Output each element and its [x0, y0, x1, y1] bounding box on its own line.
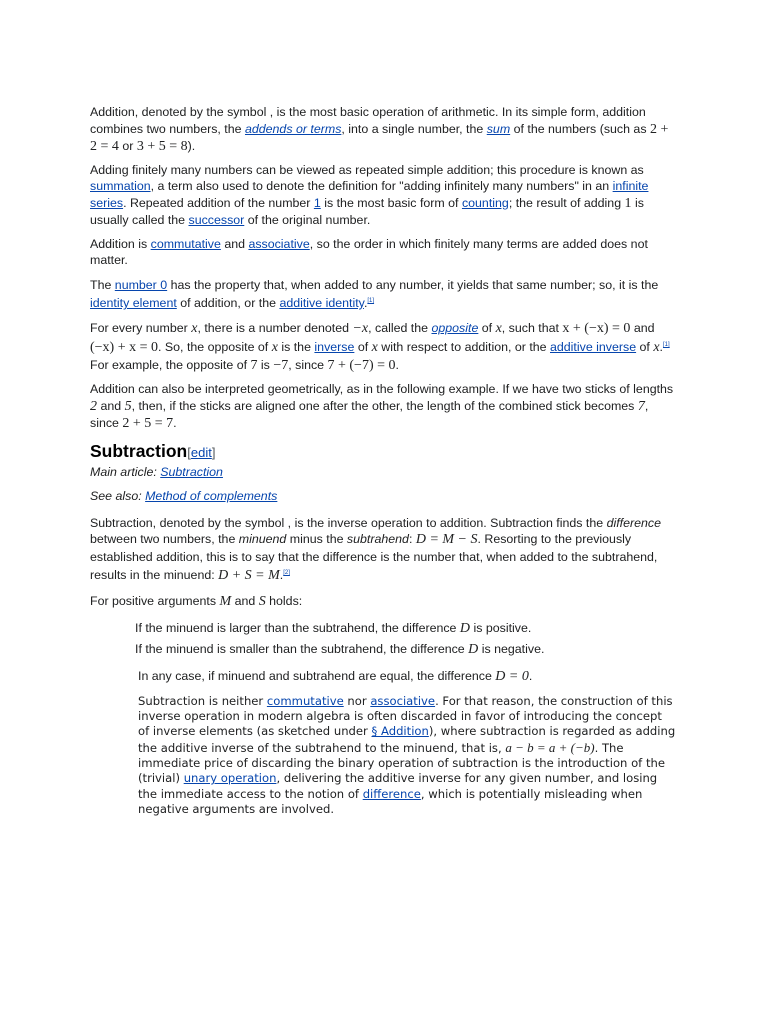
- link-sum[interactable]: sum: [486, 121, 511, 136]
- link-additive-inverse[interactable]: additive inverse: [550, 340, 637, 355]
- math-variable: M: [219, 593, 232, 609]
- text: of: [354, 340, 372, 355]
- hatnote-see-also: [90, 488, 676, 504]
- text: .: [528, 669, 533, 684]
- text: of: [636, 340, 654, 355]
- paragraph-positive-arguments: [90, 593, 676, 611]
- link-additive-identity[interactable]: additive identity: [279, 296, 364, 311]
- text: nor: [343, 693, 371, 708]
- link-summation[interactable]: summation: [90, 179, 151, 193]
- text: is the: [277, 340, 315, 355]
- text: Subtraction is neither: [138, 693, 267, 708]
- link-unary-operation[interactable]: unary operation: [183, 771, 277, 786]
- math-expression: 5: [124, 398, 132, 414]
- text: .: [363, 296, 368, 311]
- hatnote-main-article: [90, 464, 676, 480]
- text: , then, if the sticks are aligned one after the other, the length of the combined stick becomes: [131, 398, 638, 413]
- text: , a term also used to denote the definition for "adding infinitely many numbers" in an: [150, 179, 613, 193]
- text: between two numbers, the: [90, 532, 239, 547]
- math-expression: 2 + 2 = 4: [90, 121, 669, 154]
- text: For every number: [90, 320, 192, 335]
- text: has the property that, when added to any number, it yields that same number; so, it is the: [167, 277, 659, 292]
- list-item-positive: [135, 620, 676, 638]
- math-variable: D: [459, 621, 471, 637]
- text: minus the: [286, 532, 347, 547]
- text: of addition, or the: [176, 296, 280, 311]
- math-expression: D = M − S: [415, 532, 478, 548]
- math-expression: D = 0: [495, 669, 529, 685]
- math-expression: 3 + 5 = 8: [136, 139, 188, 154]
- text: of: [478, 320, 496, 335]
- text: .: [279, 568, 284, 583]
- math-expression: 7: [250, 357, 258, 373]
- text: :: [408, 532, 416, 547]
- hatnote-prefix: See also:: [90, 488, 146, 503]
- text: holds:: [265, 593, 303, 608]
- edit-bracket-close: ]: [211, 444, 216, 460]
- edit-link[interactable]: edit: [190, 444, 212, 460]
- paragraph-identity: [90, 277, 676, 312]
- link-commutative[interactable]: commutative: [150, 236, 221, 251]
- text: . The immediate price of discarding the binary operation of subtraction is the introduction of the (trivial): [138, 740, 665, 786]
- text: .: [659, 340, 663, 355]
- term-difference: difference: [606, 515, 662, 530]
- edit-bracket-open: [: [187, 444, 191, 460]
- text: , into a single number, the: [341, 121, 487, 136]
- text: , since: [90, 398, 649, 431]
- text: is usually called the: [90, 195, 644, 227]
- paragraph-summation: [90, 162, 676, 229]
- text: and: [231, 593, 259, 608]
- text: For example, the opposite of: [90, 357, 251, 372]
- text: , there is a number denoted: [197, 320, 353, 335]
- reference-1[interactable]: [1]: [662, 342, 670, 349]
- math-expression: 7: [637, 398, 645, 414]
- text: is positive.: [470, 621, 532, 636]
- text: Addition is: [90, 236, 151, 251]
- paragraph-commutative: [90, 236, 676, 269]
- text: Subtraction, denoted by the symbol , is the inverse operation to addition. Subtraction finds the: [90, 515, 607, 530]
- math-variable: x: [653, 340, 660, 356]
- math-expression: −7: [273, 357, 289, 373]
- text: ; the result of adding: [508, 195, 625, 210]
- link-opposite[interactable]: opposite: [431, 320, 479, 335]
- text: ).: [187, 139, 196, 153]
- math-expression: (−x) + x = 0: [90, 340, 159, 356]
- text: , so the order in which finitely many terms are added does not matter.: [90, 236, 648, 267]
- hatnote-prefix: Main article:: [90, 464, 161, 479]
- link-counting[interactable]: counting: [461, 195, 509, 210]
- math-variable: x: [495, 320, 502, 336]
- text: Addition, denoted by the symbol , is the most basic operation of arithmetic. In its simple form, addition combines two numbers, the: [90, 105, 646, 136]
- list-item-negative: [135, 641, 676, 659]
- reference-1[interactable]: [1]: [367, 298, 375, 304]
- math-expression: 2 + 5 = 7: [122, 416, 174, 432]
- article-body: [90, 104, 676, 817]
- paragraph-addition-intro: [90, 104, 676, 156]
- text: with respect to addition, or the: [377, 340, 550, 355]
- link-identity-element[interactable]: identity element: [90, 296, 177, 311]
- list-item-equal: [138, 668, 676, 686]
- text: and: [630, 320, 655, 335]
- edit-section: [187, 445, 215, 460]
- text: If the minuend is larger than the subtrahend, the difference: [135, 621, 460, 636]
- math-variable: D: [468, 641, 479, 657]
- link-number-zero[interactable]: number 0: [114, 277, 168, 292]
- text: .: [173, 416, 177, 431]
- link-inverse[interactable]: inverse: [314, 340, 355, 355]
- math-expression: x + (−x) = 0: [562, 320, 631, 336]
- text: Addition can also be interpreted geometrically, as in the following example. If we have two sticks of lengths: [90, 382, 674, 397]
- text: . For that reason, the construction of this inverse operation in modern algebra is often discarded in favor of introducing the concept of inverse elements (as sketched under: [138, 693, 673, 739]
- math-expression: D + S = M: [218, 568, 280, 584]
- math-variable: S: [258, 593, 266, 609]
- text: . Resorting to the previously established addition, this is to say that the difference is the number that, when added to the subtrahend, results in the minuend:: [90, 532, 658, 583]
- text: . Repeated addition of the number: [123, 195, 314, 210]
- text: or: [118, 139, 137, 153]
- link-infinite-series[interactable]: infinite series: [90, 179, 649, 210]
- link-commutative[interactable]: commutative: [266, 693, 344, 708]
- math-expression: a − b = a + (−b): [505, 739, 595, 755]
- link-associative[interactable]: associative: [248, 236, 310, 251]
- text: In any case, if minuend and subtrahend are equal, the difference: [138, 669, 496, 684]
- term-subtrahend: subtrahend: [346, 532, 409, 547]
- section-title: Subtraction: [90, 440, 188, 461]
- link-associative[interactable]: associative: [370, 693, 436, 708]
- text: is the most basic form of: [320, 195, 462, 210]
- math-expression: 1: [624, 195, 632, 211]
- paragraph-opposite: [90, 320, 676, 375]
- link-difference[interactable]: difference: [362, 786, 421, 801]
- math-expression: −x: [352, 320, 369, 336]
- text: For positive arguments: [90, 593, 220, 608]
- text: is negative.: [478, 641, 545, 656]
- link-method-of-complements[interactable]: Method of complements: [145, 488, 278, 503]
- text: , since: [288, 357, 328, 372]
- math-variable: x: [271, 340, 278, 356]
- text: The: [90, 277, 115, 292]
- link-addends-or-terms[interactable]: addends or terms: [244, 121, 342, 136]
- math-variable: x: [191, 320, 198, 336]
- section-heading-subtraction: [90, 440, 676, 464]
- math-expression: 7 + (−7) = 0: [327, 357, 396, 373]
- text: and: [220, 236, 249, 251]
- text: and: [97, 398, 125, 413]
- text: , which is potentially misleading when negative arguments are involved.: [138, 786, 643, 816]
- paragraph-not-commutative: [138, 694, 676, 817]
- link-section-addition[interactable]: § Addition: [371, 724, 429, 739]
- text: If the minuend is smaller than the subtrahend, the difference: [135, 641, 469, 656]
- paragraph-subtraction-intro: [90, 515, 676, 585]
- math-expression: 2: [90, 398, 97, 414]
- link-successor[interactable]: successor: [188, 213, 245, 227]
- text: , such that: [501, 320, 563, 335]
- link-subtraction-main[interactable]: Subtraction: [160, 464, 223, 479]
- text: ), where subtraction is regarded as adding the additive inverse of the subtrahend to the minuend, that is,: [138, 724, 676, 755]
- text: . So, the opposite of: [158, 340, 272, 355]
- text: is: [257, 357, 274, 372]
- text: , delivering the additive inverse for any given number, and losing the immediate access to the notion of: [138, 771, 658, 801]
- text: of the numbers (such as: [510, 121, 650, 136]
- text: of the original number.: [244, 213, 371, 227]
- term-minuend: minuend: [238, 532, 287, 547]
- reference-2[interactable]: [2]: [283, 570, 290, 577]
- paragraph-geometric: [90, 381, 676, 433]
- text: Adding finitely many numbers can be viewed as repeated simple addition; this procedure is known as: [90, 162, 644, 177]
- math-variable: x: [371, 340, 378, 356]
- link-number-one[interactable]: 1: [313, 195, 321, 210]
- text: .: [395, 357, 399, 372]
- text: , called the: [368, 320, 432, 335]
